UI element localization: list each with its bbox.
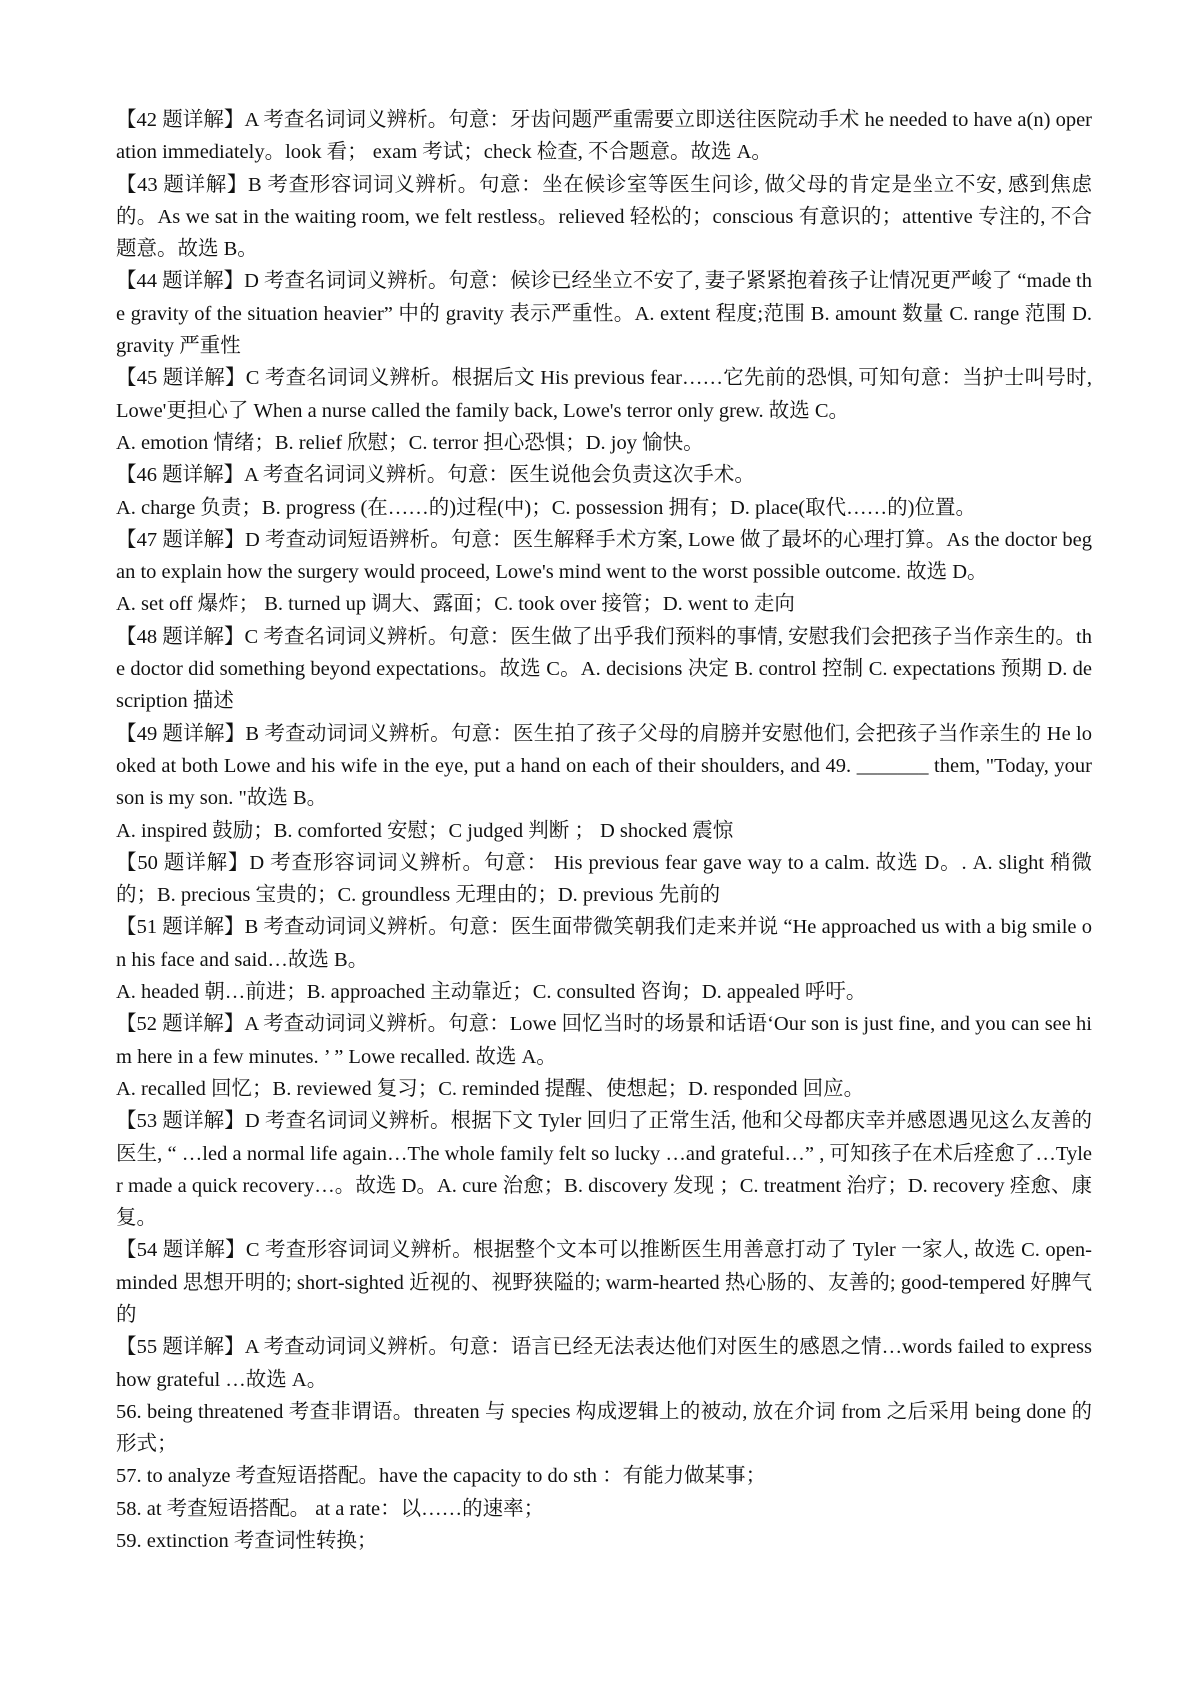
answer-57: 57. to analyze 考查短语搭配。have the capacity to do sth ：有能力做某事； — [116, 1465, 767, 1488]
paragraph-q48: 【48 题详解】C 考查名词词义辨析。句意：医生做了出乎我们预料的事情, 安慰我们会把孩子当作亲生的。the doctor did something beyond expectations。故选 C。A. decisions 决定 B. control 控制 C. expectations 预期 D. description 描述 — [116, 625, 1092, 713]
paragraph-q52: 【52 题详解】A 考查动词词义辨析。句意：Lowe 回忆当时的场景和话语‘Our son is just fine, and you can see him here in a few minutes. ’ ” Lowe recalled. 故选 A。 — [116, 1013, 1092, 1068]
paragraph-q50: 【50 题详解】D 考查形容词词义辨析。句意： His previous fear gave way to a calm. 故选 D。. A. slight 稍微的；B. precious 宝贵的；C. groundless 无理由的；D. previous 先前的 — [116, 851, 1092, 907]
paragraph-q44: 【44 题详解】D 考查名词词义辨析。句意：候诊已经坐立不安了, 妻子紧紧抱着孩子让情况更严峻了 “made the gravity of the situation heavier” 中的 gravity 表示严重性。A. extent 程度;范围 B. amount 数量 C. range 范围 D. gravity 严重性 — [116, 270, 1092, 358]
options-q45: A. emotion 情绪；B. relief 欣慰；C. terror 担心恐惧；D. joy 愉快。 — [116, 431, 704, 454]
paragraph-q55: 【55 题详解】A 考查动词词义辨析。句意：语言已经无法表达他们对医生的感恩之情…words failed to express how grateful …故选 A。 — [116, 1336, 1092, 1391]
paragraph-q47: 【47 题详解】D 考查动词短语辨析。句意：医生解释手术方案, Lowe 做了最坏的心理打算。As the doctor began to explain how the surgery would proceed, Lowe's mind went to the worst possible outcome. 故选 D。 — [116, 528, 1092, 584]
options-q49: A. inspired 鼓励；B. comforted 安慰；C judged 判断 ； D shocked 震惊 — [116, 819, 734, 842]
answer-58: 58. at 考查短语搭配。 at a rate：以……的速率； — [116, 1497, 545, 1520]
paragraph-q46: 【46 题详解】A 考查名词词义辨析。句意：医生说他会负责这次手术。 — [116, 464, 755, 487]
paragraph-q45: 【45 题详解】C 考查名词词义辨析。根据后文 His previous fear……它先前的恐惧, 可知句意：当护士叫号时, Lowe'更担心了 When a nurse called the family back, Lowe's terror only grew. 故选 C。 — [116, 367, 1092, 422]
paragraph-q43: 【43 题详解】B 考查形容词词义辨析。句意：坐在候诊室等医生问诊, 做父母的肯定是坐立不安, 感到焦虑的。As we sat in the waiting room, we felt restless。relieved 轻松的；conscious 有意识的；attentive 专注的, 不合题意。故选 B。 — [116, 173, 1092, 261]
options-q52: A. recalled 回忆；B. reviewed 复习；C. reminded 提醒、使想起；D. responded 回应。 — [116, 1077, 865, 1100]
answer-56: 56. being threatened 考查非谓语。threaten 与 species 构成逻辑上的被动, 放在介词 from 之后采用 being done 的形式； — [116, 1400, 1092, 1456]
answer-59: 59. extinction 考查词性转换； — [116, 1530, 378, 1553]
paragraph-q49: 【49 题详解】B 考查动词词义辨析。句意：医生拍了孩子父母的肩膀并安慰他们, 会把孩子当作亲生的 He looked at both Lowe and his wife in the eye, put a hand on each of their shoulders, and 49. _______ them, "Today, your son is my son. "故选 B。 — [116, 722, 1092, 810]
options-q47: A. set off 爆炸； B. turned up 调大、露面；C. took over 接管；D. went to 走向 — [116, 593, 795, 616]
options-q46: A. charge 负责；B. progress (在……的)过程(中)；C. possession 拥有；D. place(取代……的)位置。 — [116, 496, 976, 519]
paragraph-q54: 【54 题详解】C 考查形容词词义辨析。根据整个文本可以推断医生用善意打动了 Tyler 一家人, 故选 C. open-minded 思想开明的; short-sighted 近视的、视野狭隘的; warm-hearted 热心肠的、友善的; good-tempered 好脾气的 — [116, 1239, 1092, 1326]
options-q51: A. headed 朝…前进；B. approached 主动靠近；C. consulted 咨询；D. appealed 呼吁。 — [116, 981, 867, 1004]
paragraph-q51: 【51 题详解】B 考查动词词义辨析。句意：医生面带微笑朝我们走来并说 “He approached us with a big smile on his face and said…故选 B。 — [116, 916, 1092, 971]
document-page — [116, 104, 1092, 1557]
paragraph-q42: 【42 题详解】A 考查名词词义辨析。句意：牙齿问题严重需要立即送往医院动手术 he needed to have a(n) operation immediately。look 看； exam 考试；check 检查, 不合题意。故选 A。 — [116, 109, 1092, 164]
paragraph-q53: 【53 题详解】D 考查名词词义辨析。根据下文 Tyler 回归了正常生活, 他和父母都庆幸并感恩遇见这么友善的医生, “ …led a normal life again…The whole family felt so lucky …and grateful…” , 可知孩子在术后痊愈了…Tyler made a quick recovery…。故选 D。A. cure 治愈；B. discovery 发现 ；C. treatment 治疗；D. recovery 痊愈、康复。 — [116, 1110, 1092, 1230]
